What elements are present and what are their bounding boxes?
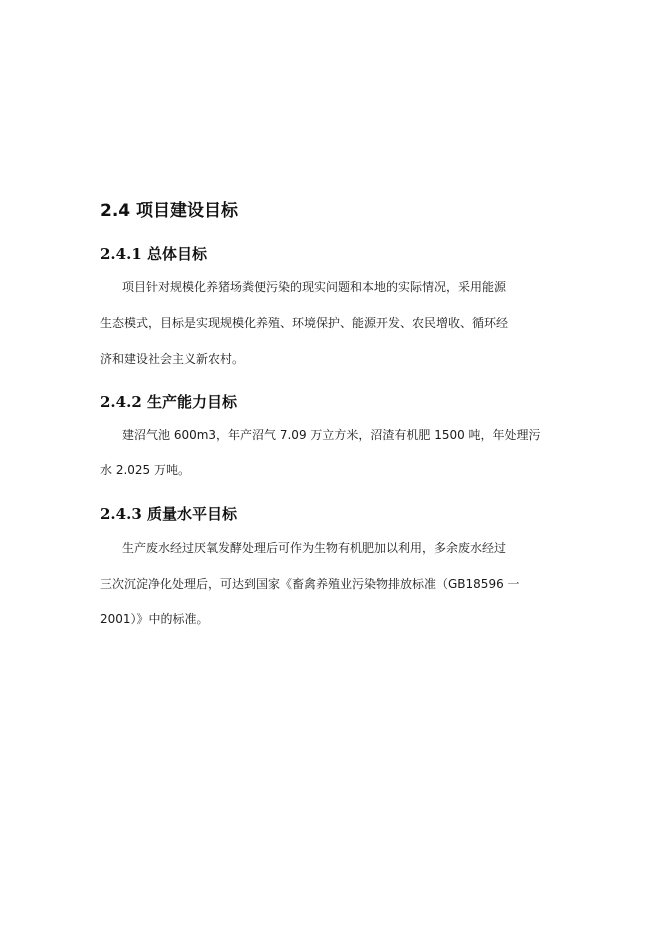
subsection-heading-capacity-goal: 2.4.2 生产能力目标 <box>100 393 237 411</box>
quality-goal-line-1: 生产废水经过厌氧发酵处理后可作为生物有机肥加以利用，多余废水经过 <box>122 541 507 555</box>
overall-goal-line-2: 生态模式，目标是实现规模化养殖、环境保护、能源开发、农民增收、循环经 <box>100 316 509 330</box>
overall-goal-line-1: 项目针对规模化养猪场粪便污染的现实问题和本地的实际情况，采用能源 <box>122 280 507 294</box>
overall-goal-line-3: 济和建设社会主义新农村。 <box>100 352 245 366</box>
capacity-goal-line-2: 水 2.025 万吨。 <box>100 463 190 477</box>
subsection-heading-quality-goal: 2.4.3 质量水平目标 <box>100 505 237 523</box>
quality-goal-line-2: 三次沉淀净化处理后，可达到国家《畜禽养殖业污染物排放标准（GB18596 一 <box>100 577 520 591</box>
subsection-heading-overall-goal: 2.4.1 总体目标 <box>100 245 207 263</box>
section-heading: 2.4 项目建设目标 <box>100 201 239 221</box>
quality-goal-line-3: 2001）》中的标准。 <box>100 612 209 626</box>
capacity-goal-line-1: 建沼气池 600m3，年产沼气 7.09 万立方米，沼渣有机肥 1500 吨，年处理污 <box>122 428 541 442</box>
